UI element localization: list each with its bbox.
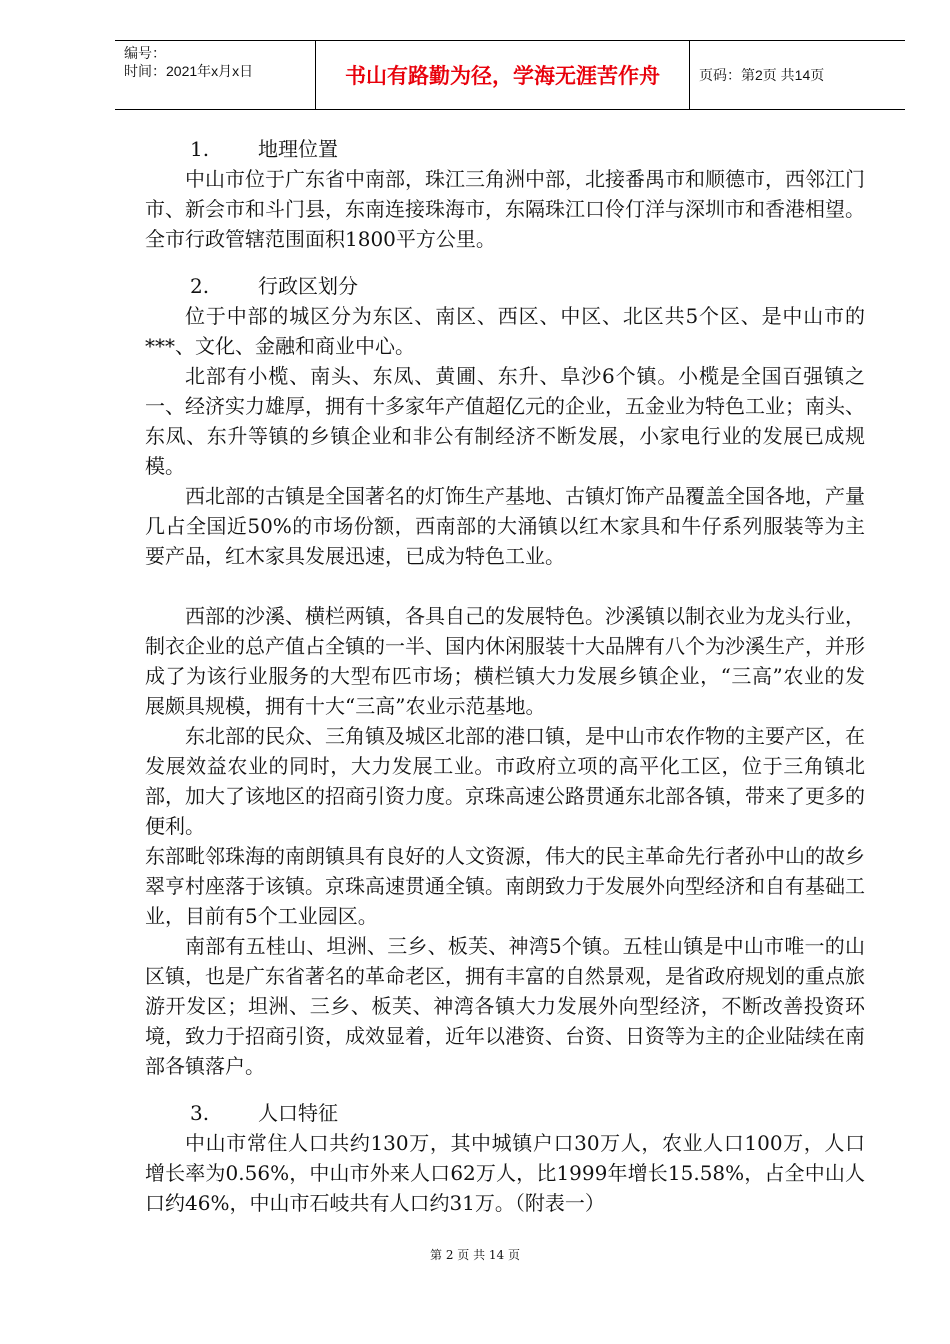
- document-number-label: 编号：: [124, 45, 166, 61]
- section-title: 人口特征: [258, 1101, 338, 1125]
- page-footer: 第 2 页 共 14 页: [430, 1248, 520, 1262]
- section-title: 地理位置: [258, 137, 338, 161]
- page-header: [115, 40, 905, 110]
- section-spacer: [145, 254, 865, 271]
- paragraph: 位于中部的城区分为东区、南区、西区、中区、北区共5个区、是中山市的***、文化、金融和商业中心。: [145, 304, 865, 358]
- section-heading-population: [145, 1098, 865, 1128]
- paragraph: 中山市常住人口共约130万，其中城镇户口30万人，农业人口100万，人口增长率为0.56%，中山市外来人口62万人，比1999年增长15.58%，占全中山人口约46%，中山市石岐共有人口约31万。（附表一）: [145, 1131, 865, 1215]
- header-motto: 书山有路勤为径，学海无涯苦作舟: [315, 41, 690, 109]
- section-title: 行政区划分: [258, 274, 358, 298]
- section-spacer: [145, 1081, 865, 1098]
- document-time-label: 时间：2021年x月x日: [124, 63, 254, 79]
- paragraph: 南部有五桂山、坦洲、三乡、板芙、神湾5个镇。五桂山镇是中山市唯一的山区镇，也是广东省著名的革命老区，拥有丰富的自然景观，是省政府规划的重点旅游开发区；坦洲、三乡、板芙、神湾各镇大力发展外向型经济，不断改善投资环境，致力于招商引资，成效显着，近年以港资、台资、日资等为主的企业陆续在南部各镇落户。: [145, 934, 865, 1078]
- paragraph: 西北部的古镇是全国著名的灯饰生产基地、古镇灯饰产品覆盖全国各地，产量几占全国近50%的市场份额，西南部的大涌镇以红木家具和牛仔系列服装等为主要产品，红木家具发展迅速，已成为特色工业。: [145, 484, 865, 568]
- paragraph-spacer: [145, 571, 865, 601]
- paragraph: 东部毗邻珠海的南朗镇具有良好的人文资源，伟大的民主革命先行者孙中山的故乡翠亨村座落于该镇。京珠高速贯通全镇。南朗致力于发展外向型经济和自有基础工业，目前有5个工业园区。: [145, 844, 865, 928]
- document-body: [145, 134, 865, 1218]
- header-meta: [115, 41, 315, 109]
- section-heading-admin-divisions: [145, 271, 865, 301]
- paragraph: 东北部的民众、三角镇及城区北部的港口镇，是中山市农作物的主要产区，在发展效益农业的同时，大力发展工业。市政府立项的高平化工区，位于三角镇北部，加大了该地区的招商引资力度。京珠高速公路贯通东北部各镇，带来了更多的便利。: [145, 724, 865, 838]
- paragraph: 中山市位于广东省中南部，珠江三角洲中部，北接番禺市和顺德市，西邻江门市、新会市和斗门县，东南连接珠海市，东隔珠江口伶仃洋与深圳市和香港相望。全市行政管辖范围面积1800平方公里。: [145, 167, 865, 251]
- section-heading-geography: [145, 134, 865, 164]
- section-number: 2.: [190, 274, 210, 298]
- paragraph: 西部的沙溪、横栏两镇，各具自己的发展特色。沙溪镇以制衣业为龙头行业，制衣企业的总产值占全镇的一半、国内休闲服装十大品牌有八个为沙溪生产，并形成了为该行业服务的大型布匹市场；横栏镇大力发展乡镇企业，“三高”农业的发展颇具规模，拥有十大“三高”农业示范基地。: [145, 604, 865, 718]
- section-number: 3.: [190, 1101, 210, 1125]
- paragraph: 北部有小榄、南头、东凤、黄圃、东升、阜沙6个镇。小榄是全国百强镇之一、经济实力雄厚，拥有十多家年产值超亿元的企业，五金业为特色工业；南头、东凤、东升等镇的乡镇企业和非公有制经济不断发展，小家电行业的发展已成规模。: [145, 364, 865, 478]
- section-number: 1.: [190, 137, 210, 161]
- header-page-info: 页码：第2页 共14页: [699, 67, 825, 83]
